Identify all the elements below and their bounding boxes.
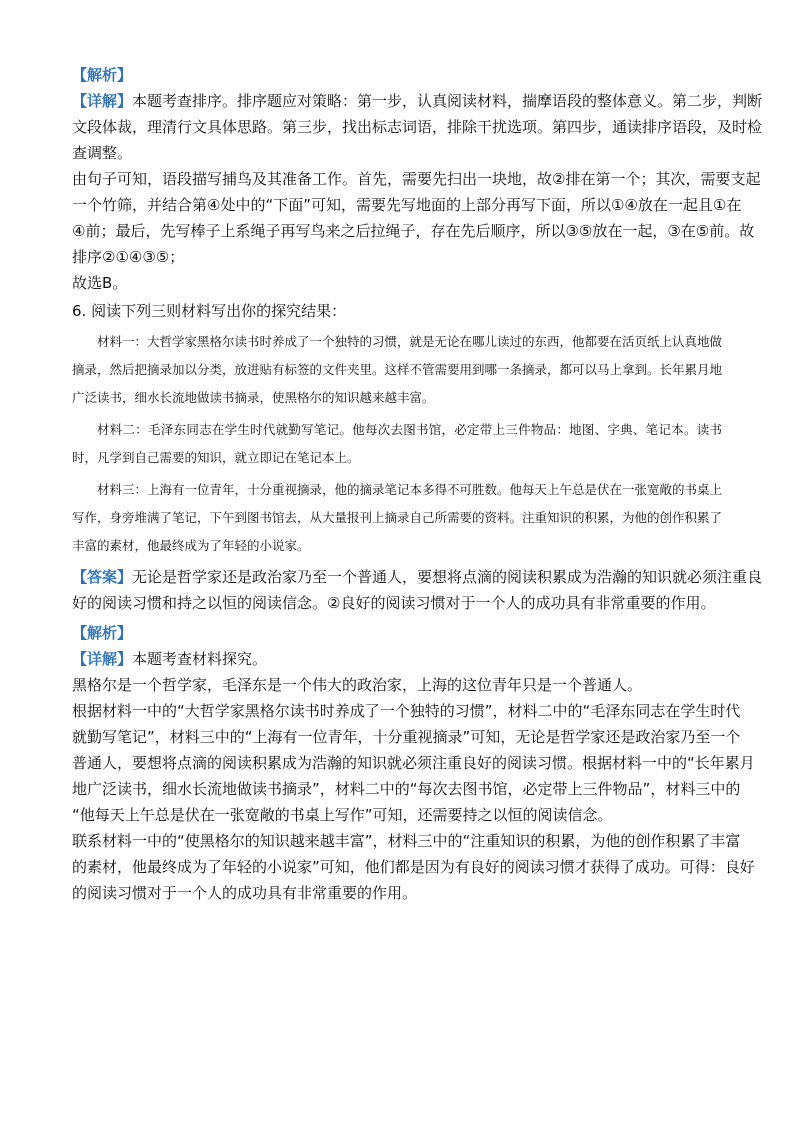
answer-block [72, 564, 763, 616]
answer-text: 无论是哲学家还是政治家乃至一个普通人，要想将点滴的阅读积累成为浩瀚的知识就必须注重良 [132, 568, 763, 586]
answer-line [72, 564, 763, 590]
paragraph-line: 地广泛读书，细水长流地做读书摘录”，材料二中的“每次去图书馆，必定带上三件物品”，材料三中的 [72, 780, 741, 798]
analysis-tag: 【解析】 [72, 624, 133, 642]
detail-line: 文段体裁，理清行文具体思路。第三步，找出标志词语，排除干扰选项。第四步，通读排序语段，及时检 [72, 118, 763, 136]
answer-tag: 【答案】 [72, 568, 133, 586]
detail-tag: 【详解】 [72, 92, 133, 110]
question-title: 6. 阅读下列三则材料写出你的探究结果： [72, 302, 347, 320]
material-two: 材料二：毛泽东同志在学生时代就勤写笔记。他每次去图书馆，必定带上三件物品：地图、字典、笔记本。读书时，凡学到自己需要的知识，就立即记在笔记本上。 [72, 422, 722, 465]
paragraph-line: 的阅读习惯对于一个人的成功具有非常重要的作用。 [72, 884, 418, 902]
answer-line: 好的阅读习惯和持之以恒的阅读信念。②良好的阅读习惯对于一个人的成功具有非常重要的作用。 [72, 594, 716, 612]
material-one: 材料一：大哲学家黑格尔读书时养成了一个独特的习惯，就是无论在哪儿读过的东西，他都要在活页纸上认真地做摘录，然后把摘录加以分类，放进贴有标签的文件夹里。这样不管需要用到哪一条摘录，都可以马上拿到。长年累月地广泛读书，细水长流地做读书摘录，使黑格尔的知识越来越丰富。 [72, 334, 723, 405]
analysis-line: 由句子可知，语段描写捕鸟及其准备工作。首先，需要先扫出一块地，故②排在第一个；其次，需要支起 [72, 170, 761, 188]
paragraph-line: “他每天上午总是伏在一张宽敞的书桌上写作”可知，还需要持之以恒的阅读信念。 [72, 806, 613, 824]
analysis-line: ④前；最后，先写棒子上系绳子再写鸟来之后拉绳子，存在先后顺序，所以③⑤放在一起，③在⑤前。故 [72, 222, 755, 240]
analysis-line: 排序②①④③⑤； [72, 248, 185, 266]
paragraph-line: 黑格尔是一个哲学家，毛泽东是一个伟大的政治家，上海的这位青年只是一个普通人。 [72, 676, 643, 694]
material-three: 材料三：上海有一位青年，十分重视摘录，他的摘录笔记本多得不可胜数。他每天上午总是伏在一张宽敞的书桌上写作，身旁堆满了笔记，下午到图书馆去，从大量报刊上摘录自己所需要的资料。注重知识的积累，为他的创作积累了丰富的素材，他最终成为了年轻的小说家。 [72, 482, 723, 553]
paragraph-line: 的素材，他最终成为了年轻的小说家”可知，他们都是因为有良好的阅读习惯才获得了成功。可得：良好 [72, 858, 755, 876]
detail-text: 本题考查排序。排序题应对策略：第一步，认真阅读材料，揣摩语段的整体意义。第二步，判断 [132, 92, 763, 110]
paragraph-line: 普通人，要想将点滴的阅读积累成为浩瀚的知识就必须注重良好的阅读习惯。根据材料一中的“长年累月 [72, 754, 755, 772]
detail-line [72, 646, 722, 672]
conclusion-line: 故选B。 [72, 274, 128, 292]
detail-text: 本题考查材料探究。 [132, 650, 268, 668]
detail-line [72, 88, 763, 114]
document-page [72, 62, 763, 906]
paragraph-line: 根据材料一中的“大哲学家黑格尔读书时养成了一个独特的习惯”，材料二中的“毛泽东同志在学生时代 [72, 702, 741, 720]
paragraph-line: 联系材料一中的“使黑格尔的知识越来越丰富”，材料三中的“注重知识的积累，为他的创作积累了丰富 [72, 832, 741, 850]
analysis-tag: 【解析】 [72, 66, 133, 84]
analysis-line: 一个竹筛，并结合第④处中的“下面”可知，需要先写地面的上部分再写下面，所以①④放在一起且①在 [72, 196, 742, 214]
detail-line: 查调整。 [72, 144, 133, 162]
paragraph-line: 就勤写笔记”，材料三中的“上海有一位青年，十分重视摘录”可知，无论是哲学家还是政治家乃至一个 [72, 728, 741, 746]
detail-tag: 【详解】 [72, 650, 133, 668]
